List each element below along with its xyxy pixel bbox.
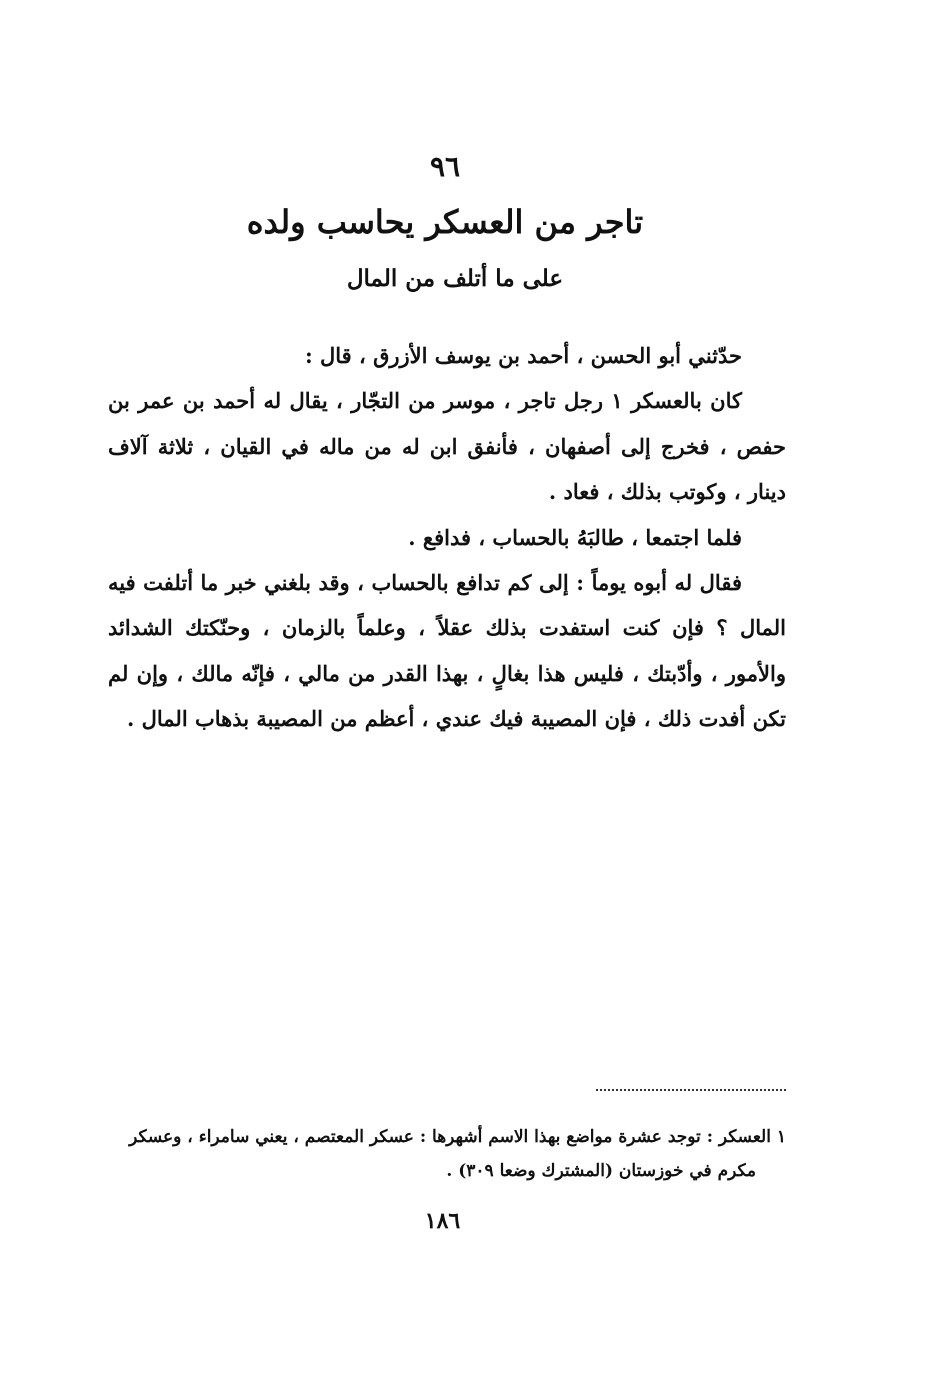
- story-subtitle: على ما أتلف من المال: [346, 265, 564, 292]
- story-body: [108, 333, 786, 742]
- paragraph-1: حدّثني أبو الحسن ، أحمد بن يوسف الأزرق ، قال :: [304, 343, 742, 368]
- footnote-line-1: ١ العسكر : توجد عشرة مواضع بهذا الاسم أشهرها : عسكر المعتصم ، يعني سامراء ، وعسكر: [129, 1127, 786, 1147]
- paragraph-4: فقال له أبوه يوماً : إلى كم تدافع بالحساب ، وقد بلغني خبر ما أتلفت فيه المال ؟ فإن كنت استفدت بذلك عقلاً ، وعلماً بالزمان ، وحنّكتك الشدائد والأمور ، وأدّبتك ، فليس هذا بغالٍ ، بهذا القدر من مالي ، فإنّه مالك ، وإن لم تكن أفدت ذلك ، فإن المصيبة فيك عندي ، أعظم من المصيبة بذهاب المال .: [108, 570, 786, 732]
- paragraph-2: كان بالعسكر ١ رجل تاجر ، موسر من التجّار ، يقال له أحمد بن عمر بن حفص ، فخرج إلى أصفهان ، فأنفق ابن له من ماله في القيان ، ثلاثة آلاف دينار ، وكوتب بذلك ، فعاد .: [108, 388, 786, 505]
- footnote-line-2: مكرم في خوزستان (المشترك وضعا ٣٠٩) .: [446, 1161, 756, 1181]
- story-title: تاجر من العسكر يحاسب ولده: [246, 203, 644, 241]
- page-number: ١٨٦: [424, 1208, 461, 1234]
- footnote-separator: [596, 1089, 786, 1091]
- story-number: ٩٦: [429, 150, 461, 183]
- footnote: [108, 1120, 786, 1188]
- paragraph-3: فلما اجتمعا ، طالبَهُ بالحساب ، فدافع .: [408, 524, 742, 550]
